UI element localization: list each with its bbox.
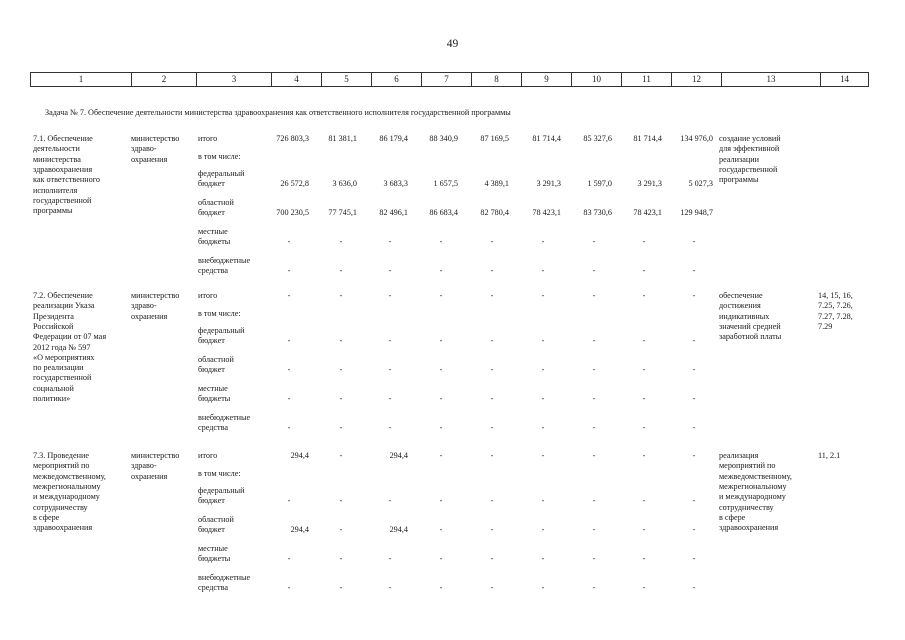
funding-source-label: областной — [198, 355, 234, 364]
funding-value: 88 340,9 — [429, 134, 458, 143]
funding-value: 78 423,1 — [633, 208, 662, 218]
funding-value: 700 230,5 — [276, 208, 309, 218]
empty-value-dash: - — [490, 496, 494, 506]
empty-value-dash: - — [388, 496, 392, 506]
measure-name: сотрудничеству — [33, 502, 88, 512]
empty-value-dash: - — [642, 394, 646, 404]
empty-value-dash: - — [388, 583, 392, 593]
measure-name: как ответственного — [33, 175, 100, 185]
empty-value-dash: - — [541, 525, 545, 535]
empty-value-dash: - — [339, 554, 343, 564]
expected-result: программы — [719, 175, 759, 185]
funding-source-label: в том числе: — [198, 152, 241, 161]
empty-value-dash: - — [592, 336, 596, 346]
empty-value-dash: - — [541, 336, 545, 346]
funding-source-label: бюджет — [198, 179, 225, 189]
funding-value: 294,4 — [389, 451, 408, 460]
funding-source-label: бюджет — [198, 496, 225, 506]
funding-source-label: бюджет — [198, 336, 225, 346]
expected-result: государственной — [719, 164, 778, 174]
empty-value-dash: - — [339, 266, 343, 276]
funding-value: 3 636,0 — [332, 179, 357, 189]
empty-value-dash: - — [692, 423, 696, 433]
measure-name: политики» — [33, 394, 71, 403]
funding-source-label: средства — [198, 423, 229, 433]
measure-name: здравоохранения — [33, 164, 93, 174]
empty-value-dash: - — [439, 496, 443, 506]
empty-value-dash: - — [592, 423, 596, 433]
empty-value-dash: - — [592, 496, 596, 506]
column-header: 13 — [722, 73, 821, 87]
expected-result: здравоохранения — [719, 523, 779, 533]
executor: министерство — [131, 291, 180, 300]
executor: охранения — [131, 311, 168, 321]
column-header: 8 — [472, 73, 522, 87]
measure-name: 7.2. Обеспечение — [33, 291, 93, 300]
measure-name: социальной — [33, 383, 74, 393]
funding-value: 82 496,1 — [379, 208, 408, 218]
empty-value-dash: - — [287, 266, 291, 276]
funding-value: 78 423,1 — [532, 208, 561, 218]
empty-value-dash: - — [439, 554, 443, 564]
empty-value-dash: - — [439, 394, 443, 404]
empty-value-dash: - — [642, 423, 646, 433]
empty-value-dash: - — [490, 423, 494, 433]
empty-value-dash: - — [287, 365, 291, 375]
indicator-ref: 11, 2.1 — [818, 451, 841, 460]
empty-value-dash: - — [439, 336, 443, 346]
empty-value-dash: - — [287, 291, 291, 300]
empty-value-dash: - — [339, 336, 343, 346]
funding-source-label: в том числе: — [198, 469, 241, 478]
empty-value-dash: - — [541, 291, 545, 300]
empty-value-dash: - — [592, 394, 596, 404]
executor: здраво- — [131, 461, 157, 471]
empty-value-dash: - — [490, 365, 494, 375]
empty-value-dash: - — [692, 451, 696, 460]
funding-source-label: областной — [198, 198, 234, 207]
empty-value-dash: - — [541, 554, 545, 564]
empty-value-dash: - — [541, 266, 545, 276]
funding-value: 3 683,3 — [383, 179, 408, 189]
executor: охранения — [131, 154, 168, 164]
empty-value-dash: - — [692, 336, 696, 346]
empty-value-dash: - — [339, 237, 343, 247]
measure-name: мероприятий по — [33, 461, 90, 471]
measure-name: министерства — [33, 154, 81, 164]
expected-result: реализации — [719, 154, 760, 164]
empty-value-dash: - — [642, 336, 646, 346]
expected-result: достижения — [719, 301, 761, 311]
empty-value-dash: - — [692, 365, 696, 375]
expected-result: и международному — [719, 492, 786, 502]
funding-value: 1 597,0 — [587, 179, 612, 189]
expected-result: межрегиональному — [719, 481, 787, 491]
expected-result: в сфере — [719, 512, 746, 522]
funding-source-label: бюджеты — [198, 554, 231, 564]
measure-name: в сфере — [33, 512, 60, 522]
column-header: 12 — [672, 73, 722, 87]
empty-value-dash: - — [541, 394, 545, 404]
funding-value: 4 389,1 — [484, 179, 509, 189]
expected-result: межведомственному, — [719, 471, 792, 481]
executor: министерство — [131, 451, 180, 460]
executor: здраво- — [131, 144, 157, 154]
empty-value-dash: - — [439, 525, 443, 535]
empty-value-dash: - — [439, 451, 443, 460]
empty-value-dash: - — [541, 423, 545, 433]
funding-value: 129 948,7 — [680, 208, 713, 218]
empty-value-dash: - — [592, 237, 596, 247]
empty-value-dash: - — [388, 394, 392, 404]
measure-name: программы — [33, 206, 73, 216]
column-header: 3 — [197, 73, 272, 87]
empty-value-dash: - — [490, 237, 494, 247]
empty-value-dash: - — [439, 291, 443, 300]
funding-source-label: итого — [198, 134, 218, 143]
empty-value-dash: - — [541, 237, 545, 247]
funding-source-label: местные — [198, 544, 228, 553]
measure-name: Президента — [33, 311, 74, 321]
empty-value-dash: - — [490, 554, 494, 564]
funding-value: 5 027,3 — [688, 179, 713, 189]
funding-value: 86 683,4 — [429, 208, 458, 218]
measure-name: по реализации — [33, 363, 84, 373]
funding-source-label: бюджет — [198, 525, 225, 535]
funding-source-label: средства — [198, 266, 229, 276]
empty-value-dash: - — [592, 451, 596, 460]
funding-source-label: в том числе: — [198, 309, 241, 318]
empty-value-dash: - — [287, 583, 291, 593]
funding-value: 294,4 — [290, 525, 309, 535]
indicator-ref: 7.29 — [818, 321, 833, 331]
empty-value-dash: - — [642, 525, 646, 535]
expected-result: обеспечение — [719, 291, 763, 300]
funding-source-label: бюджеты — [198, 237, 231, 247]
empty-value-dash: - — [339, 451, 343, 460]
measure-name: реализации Указа — [33, 301, 95, 311]
task-title: Задача № 7. Обеспечение деятельности министерства здравоохранения как ответственного исполнителя государственной программы — [45, 108, 511, 117]
measure-name: межрегиональному — [33, 481, 101, 491]
page-number: 49 — [446, 38, 459, 50]
empty-value-dash: - — [541, 583, 545, 593]
empty-value-dash: - — [388, 336, 392, 346]
column-header: 4 — [272, 73, 322, 87]
executor: здраво- — [131, 301, 157, 311]
empty-value-dash: - — [692, 266, 696, 276]
empty-value-dash: - — [592, 525, 596, 535]
executor: министерство — [131, 134, 180, 143]
measure-name: 7.3. Проведение — [33, 451, 89, 460]
measure-name: 7.1. Обеспечение — [33, 134, 93, 143]
empty-value-dash: - — [541, 496, 545, 506]
measure-name: и международному — [33, 492, 100, 502]
empty-value-dash: - — [339, 394, 343, 404]
empty-value-dash: - — [692, 291, 696, 300]
column-header: 5 — [322, 73, 372, 87]
expected-result: для эффективной — [719, 144, 780, 154]
empty-value-dash: - — [541, 365, 545, 375]
funding-value: 82 780,4 — [480, 208, 509, 218]
empty-value-dash: - — [692, 583, 696, 593]
indicator-ref: 7.25, 7.26, — [818, 301, 853, 311]
empty-value-dash: - — [692, 525, 696, 535]
empty-value-dash: - — [692, 394, 696, 404]
funding-value: 726 803,3 — [276, 134, 309, 143]
funding-value: 134 976,0 — [680, 134, 713, 143]
empty-value-dash: - — [642, 266, 646, 276]
empty-value-dash: - — [287, 554, 291, 564]
column-header: 10 — [572, 73, 622, 87]
measure-name: 2012 года № 597 — [33, 342, 91, 352]
measure-name: Федерации от 07 мая — [33, 332, 107, 342]
funding-value: 77 745,1 — [328, 208, 357, 218]
funding-value: 81 714,4 — [532, 134, 561, 143]
column-header: 9 — [522, 73, 572, 87]
empty-value-dash: - — [439, 237, 443, 247]
empty-value-dash: - — [287, 496, 291, 506]
empty-value-dash: - — [287, 394, 291, 404]
expected-result: сотрудничеству — [719, 502, 774, 512]
empty-value-dash: - — [439, 423, 443, 433]
empty-value-dash: - — [287, 237, 291, 247]
empty-value-dash: - — [642, 365, 646, 375]
column-header: 7 — [422, 73, 472, 87]
funding-value: 81 714,4 — [633, 134, 662, 143]
expected-result: создание условий — [719, 134, 781, 143]
funding-source-label: местные — [198, 384, 228, 393]
expected-result: индикативных — [719, 311, 770, 321]
column-header: 14 — [821, 73, 869, 87]
empty-value-dash: - — [339, 291, 343, 300]
empty-value-dash: - — [388, 266, 392, 276]
measure-name: государственной — [33, 373, 92, 383]
empty-value-dash: - — [388, 554, 392, 564]
funding-source-label: внебюджетные — [198, 573, 251, 582]
empty-value-dash: - — [339, 525, 343, 535]
expected-result: значений средней — [719, 321, 781, 331]
measure-name: межведомственному, — [33, 471, 106, 481]
empty-value-dash: - — [592, 291, 596, 300]
funding-value: 85 327,6 — [583, 134, 612, 143]
empty-value-dash: - — [490, 394, 494, 404]
empty-value-dash: - — [439, 365, 443, 375]
expected-result: заработной платы — [719, 332, 782, 342]
empty-value-dash: - — [592, 365, 596, 375]
measure-name: «О мероприятиях — [33, 352, 95, 362]
indicator-ref: 14, 15, 16, — [818, 291, 853, 300]
empty-value-dash: - — [490, 336, 494, 346]
funding-source-label: бюджет — [198, 208, 225, 218]
funding-source-label: бюджет — [198, 365, 225, 375]
funding-value: 3 291,3 — [536, 179, 561, 189]
funding-source-label: итого — [198, 451, 218, 460]
expected-result: реализация — [719, 451, 759, 460]
funding-value: 26 572,8 — [280, 179, 309, 189]
empty-value-dash: - — [692, 554, 696, 564]
measure-name: здравоохранения — [33, 523, 93, 533]
funding-value: 3 291,3 — [637, 179, 662, 189]
empty-value-dash: - — [592, 266, 596, 276]
funding-source-label: областной — [198, 515, 234, 524]
empty-value-dash: - — [592, 554, 596, 564]
funding-value: 1 657,5 — [433, 179, 458, 189]
executor: охранения — [131, 471, 168, 481]
empty-value-dash: - — [339, 496, 343, 506]
empty-value-dash: - — [642, 583, 646, 593]
funding-source-label: федеральный — [198, 486, 245, 495]
funding-source-label: местные — [198, 227, 228, 236]
empty-value-dash: - — [490, 525, 494, 535]
funding-value: 294,4 — [290, 451, 309, 460]
expected-result: мероприятий по — [719, 461, 776, 471]
empty-value-dash: - — [490, 266, 494, 276]
funding-source-label: федеральный — [198, 169, 245, 178]
indicator-ref: 7.27, 7.28, — [818, 311, 853, 321]
empty-value-dash: - — [642, 496, 646, 506]
empty-value-dash: - — [339, 583, 343, 593]
empty-value-dash: - — [642, 291, 646, 300]
funding-value: 81 381,1 — [328, 134, 357, 143]
funding-value: 86 179,4 — [379, 134, 408, 143]
empty-value-dash: - — [439, 266, 443, 276]
column-header: 11 — [622, 73, 672, 87]
measure-name: исполнителя — [33, 185, 78, 195]
measure-name: деятельности — [33, 144, 80, 154]
funding-source-label: итого — [198, 291, 218, 300]
funding-source-label: федеральный — [198, 326, 245, 335]
funding-value: 87 169,5 — [480, 134, 509, 143]
empty-value-dash: - — [388, 291, 392, 300]
empty-value-dash: - — [541, 451, 545, 460]
empty-value-dash: - — [490, 583, 494, 593]
empty-value-dash: - — [388, 237, 392, 247]
funding-source-label: средства — [198, 583, 229, 593]
empty-value-dash: - — [287, 336, 291, 346]
column-header: 6 — [372, 73, 422, 87]
empty-value-dash: - — [339, 423, 343, 433]
empty-value-dash: - — [692, 237, 696, 247]
empty-value-dash: - — [388, 423, 392, 433]
measure-name: государственной — [33, 195, 92, 205]
empty-value-dash: - — [642, 451, 646, 460]
funding-value: 83 730,6 — [583, 208, 612, 218]
empty-value-dash: - — [339, 365, 343, 375]
funding-source-label: внебюджетные — [198, 413, 251, 422]
measure-name: Российской — [33, 321, 74, 331]
empty-value-dash: - — [490, 291, 494, 300]
empty-value-dash: - — [388, 365, 392, 375]
empty-value-dash: - — [642, 554, 646, 564]
empty-value-dash: - — [490, 451, 494, 460]
funding-source-label: внебюджетные — [198, 256, 251, 265]
empty-value-dash: - — [642, 237, 646, 247]
funding-source-label: бюджеты — [198, 394, 231, 404]
empty-value-dash: - — [439, 583, 443, 593]
empty-value-dash: - — [592, 583, 596, 593]
column-header: 2 — [132, 73, 197, 87]
column-header: 1 — [31, 73, 132, 87]
funding-value: 294,4 — [389, 525, 408, 535]
empty-value-dash: - — [287, 423, 291, 433]
empty-value-dash: - — [692, 496, 696, 506]
